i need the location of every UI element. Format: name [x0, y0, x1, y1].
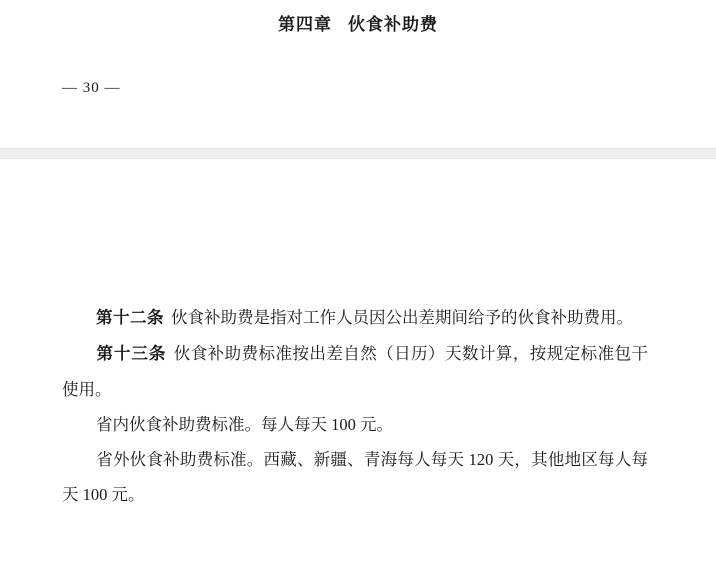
- chapter-title: 伙食补助费: [348, 15, 438, 34]
- chapter-number: 第四章: [278, 15, 332, 34]
- paragraph-text: 伙食补助费是指对工作人员因公出差期间给予的伙食补助费用。: [171, 308, 633, 327]
- paragraph-text: 省内伙食补助费标准。每人每天 100 元。: [96, 415, 393, 434]
- paragraph-text: 省外伙食补助费标准。西藏、新疆、青海每人每天 120 天，其他地区每人每天 100 元。: [62, 450, 648, 504]
- paragraph-province-inside: [62, 407, 648, 442]
- chapter-heading: [0, 6, 716, 35]
- previous-page-tail: [0, 0, 716, 97]
- paragraph-article-13: [62, 336, 648, 407]
- paragraph-province-outside: [62, 442, 648, 512]
- page-number: — 30 —: [62, 80, 121, 96]
- article-label: 第十二条: [96, 309, 164, 327]
- article-label: 第十三条: [96, 345, 167, 363]
- paragraph-text: 伙食补助费标准按出差自然（日历）天数计算，按规定标准包干使用。: [62, 344, 649, 399]
- page-separator-band: [0, 148, 716, 159]
- page-body: [0, 300, 716, 512]
- paragraph-article-12: [62, 300, 648, 336]
